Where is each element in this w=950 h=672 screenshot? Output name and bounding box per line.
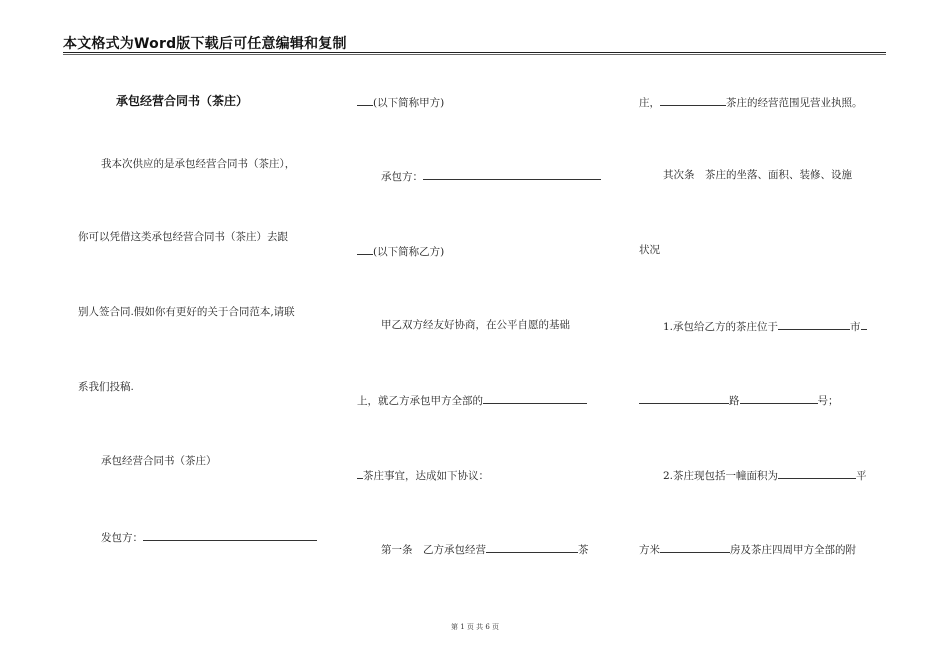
- header-divider: [63, 52, 886, 53]
- paragraph-line: 我本次供应的是承包经营合同书（茶庄），: [101, 158, 296, 170]
- road-blank[interactable]: [639, 392, 729, 404]
- paragraph-line: 别人签合同.假如你有更好的关于合同范本,请联: [78, 306, 295, 318]
- teahouse-blank[interactable]: [483, 392, 587, 404]
- business-blank[interactable]: [486, 541, 578, 553]
- paragraph-text: 房及茶庄四周甲方全部的附: [730, 544, 856, 556]
- area-blank[interactable]: [778, 467, 856, 479]
- issuer-blank[interactable]: [143, 529, 317, 541]
- issuer-line: [101, 529, 317, 545]
- paragraph-line: [639, 94, 863, 110]
- building-blank[interactable]: [660, 541, 730, 553]
- party-b-suffix: (以下简称乙方): [373, 246, 445, 258]
- issuer-label: 发包方：: [101, 532, 143, 544]
- teahouse-name-blank[interactable]: [660, 94, 726, 106]
- party-a-line: [357, 94, 444, 110]
- contractor-line: [381, 168, 601, 184]
- document-title: 承包经营合同书（茶庄）: [116, 94, 249, 108]
- city-blank[interactable]: [778, 318, 850, 330]
- paragraph-line: 甲乙双方经友好协商，在公平自愿的基础: [381, 319, 570, 331]
- area-line: [663, 467, 867, 483]
- number-label: 号；: [817, 395, 839, 407]
- header-title: 本文格式为Word版下载后可任意编辑和复制: [63, 36, 347, 52]
- article-1-tail: 茶: [578, 544, 589, 556]
- party-a-blank[interactable]: [357, 94, 373, 106]
- article-1-text: 第一条 乙方承包经营: [381, 544, 486, 556]
- article-2-heading: 其次条 茶庄的坐落、面积、装修、设施: [663, 169, 852, 181]
- location-text: 1.承包给乙方的茶庄位于: [663, 321, 779, 333]
- area-unit: 平: [856, 470, 867, 482]
- paragraph-text: 方米: [639, 544, 660, 556]
- paragraph-text: 茶庄事宜，达成如下协议：: [363, 470, 489, 482]
- page-number: 第 1 页 共 6 页: [450, 623, 500, 631]
- party-b-blank[interactable]: [357, 243, 373, 255]
- header-divider-secondary: [63, 54, 886, 55]
- paragraph-line: [639, 541, 856, 557]
- paragraph-line: 系我们投稿.: [78, 381, 134, 393]
- contract-title-repeat: 承包经营合同书（茶庄）: [101, 455, 217, 467]
- paragraph-line: 状况: [639, 244, 660, 256]
- paragraph-text: 庄，: [639, 97, 660, 109]
- area-text: 2.茶庄现包括一幢面积为: [663, 470, 779, 482]
- contractor-label: 承包方：: [381, 171, 423, 183]
- paragraph-line: [357, 392, 587, 408]
- paragraph-text: 茶庄的经营范围见营业执照。: [726, 97, 863, 109]
- paragraph-text: 上，就乙方承包甲方全部的: [357, 395, 483, 407]
- page-header: [63, 31, 886, 53]
- paragraph-line: [357, 467, 489, 483]
- article-1-line: [381, 541, 589, 557]
- address-line: [639, 392, 839, 408]
- contractor-blank[interactable]: [423, 168, 601, 180]
- party-a-suffix: (以下简称甲方): [373, 97, 445, 109]
- road-label: 路: [729, 395, 740, 407]
- district-blank[interactable]: [861, 318, 867, 330]
- paragraph-line: 你可以凭借这类承包经营合同书（茶庄）去跟: [78, 231, 288, 243]
- location-city-suffix: 市: [850, 321, 861, 333]
- number-blank[interactable]: [740, 392, 818, 404]
- location-line: [663, 318, 867, 334]
- party-b-line: [357, 243, 444, 259]
